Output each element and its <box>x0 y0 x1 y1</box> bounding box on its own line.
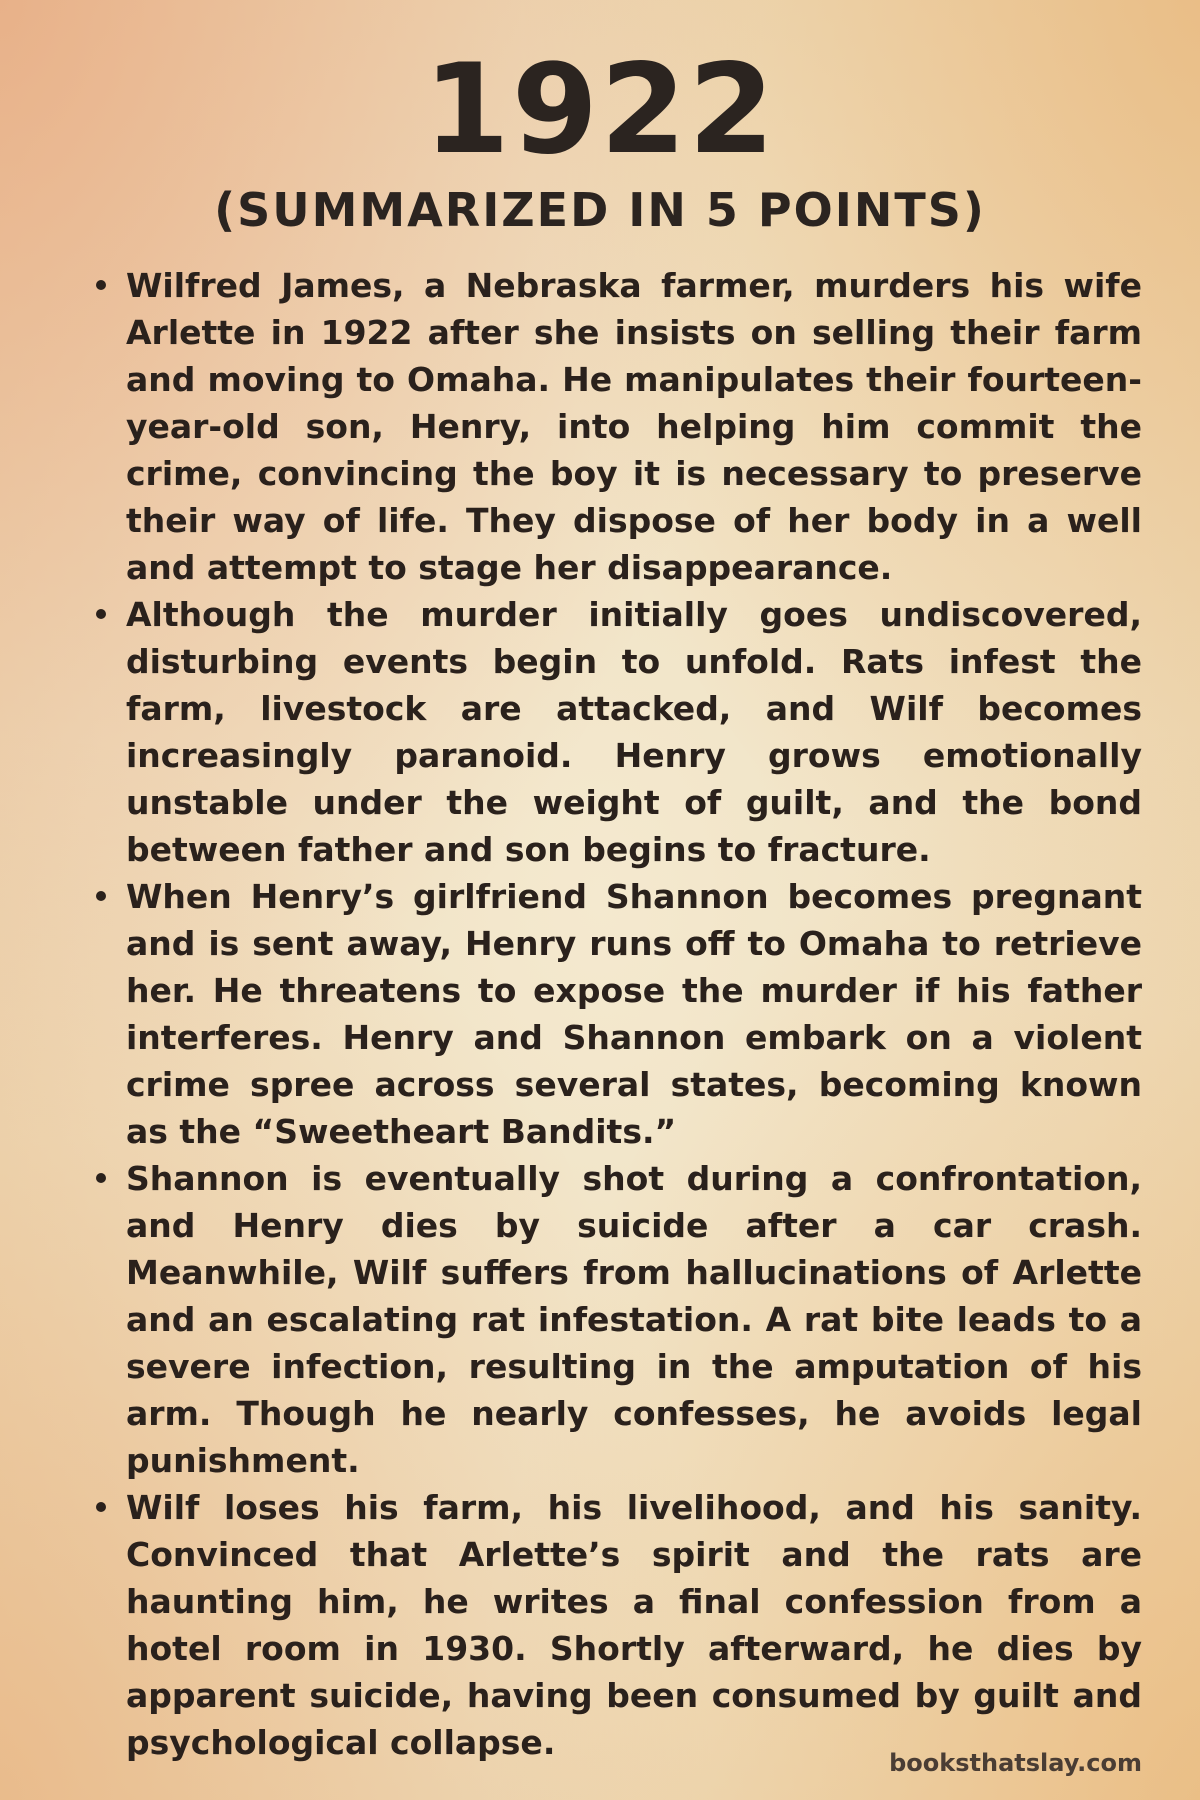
summary-point-5 <box>88 1484 1142 1766</box>
bullet-icon <box>96 1502 106 1512</box>
bullet-icon <box>96 609 106 619</box>
summary-point-2 <box>88 591 1142 873</box>
summary-point-1 <box>88 262 1142 591</box>
bullet-icon <box>96 280 106 290</box>
bullet-icon <box>96 891 106 901</box>
summary-point-text: Wilf loses his farm, his livelihood, and his sanity. Convinced that Arlette’s spirit and the rats are haunting him, he writes a final confession from a hotel room in 1930. Shortly afterward, he dies by apparent suicide, having been consumed by guilt and psychological collapse. <box>126 1488 1142 1762</box>
summary-point-3 <box>88 873 1142 1155</box>
summary-point-text: Shannon is eventually shot during a confrontation, and Henry dies by suicide after a car crash. Meanwhile, Wilf suffers from hallucinations of Arlette and an escalating rat infestation. A rat bite leads to a severe infection, resulting in the amputation of his arm. Though he nearly confesses, he avoids legal punishment. <box>126 1159 1142 1480</box>
page-title: 1922 <box>423 38 777 182</box>
summary-points-list <box>88 262 1142 1766</box>
summary-point-text: When Henry’s girlfriend Shannon becomes pregnant and is sent away, Henry runs off to Omaha to retrieve her. He threatens to expose the murder if his father interferes. Henry and Shannon embark on a violent crime spree across several states, becoming known as the “Sweetheart Bandits.” <box>126 877 1142 1151</box>
summary-point-text: Wilfred James, a Nebraska farmer, murders his wife Arlette in 1922 after she insists on selling their farm and moving to Omaha. He manipulates their fourteen-year-old son, Henry, into helping him commit the crime, convincing the boy it is necessary to preserve their way of life. They dispose of her body in a well and attempt to stage her disappearance. <box>126 266 1142 587</box>
bullet-icon <box>96 1173 106 1183</box>
page-subtitle: (SUMMARIZED IN 5 POINTS) <box>214 183 986 237</box>
site-credit: booksthatslay.com <box>889 1749 1142 1777</box>
summary-point-text: Although the murder initially goes undiscovered, disturbing events begin to unfold. Rats infest the farm, livestock are attacked, and Wilf becomes increasingly paranoid. Henry grows emotionally unstable under the weight of guilt, and the bond between father and son begins to fracture. <box>126 595 1142 869</box>
summary-point-4 <box>88 1155 1142 1484</box>
